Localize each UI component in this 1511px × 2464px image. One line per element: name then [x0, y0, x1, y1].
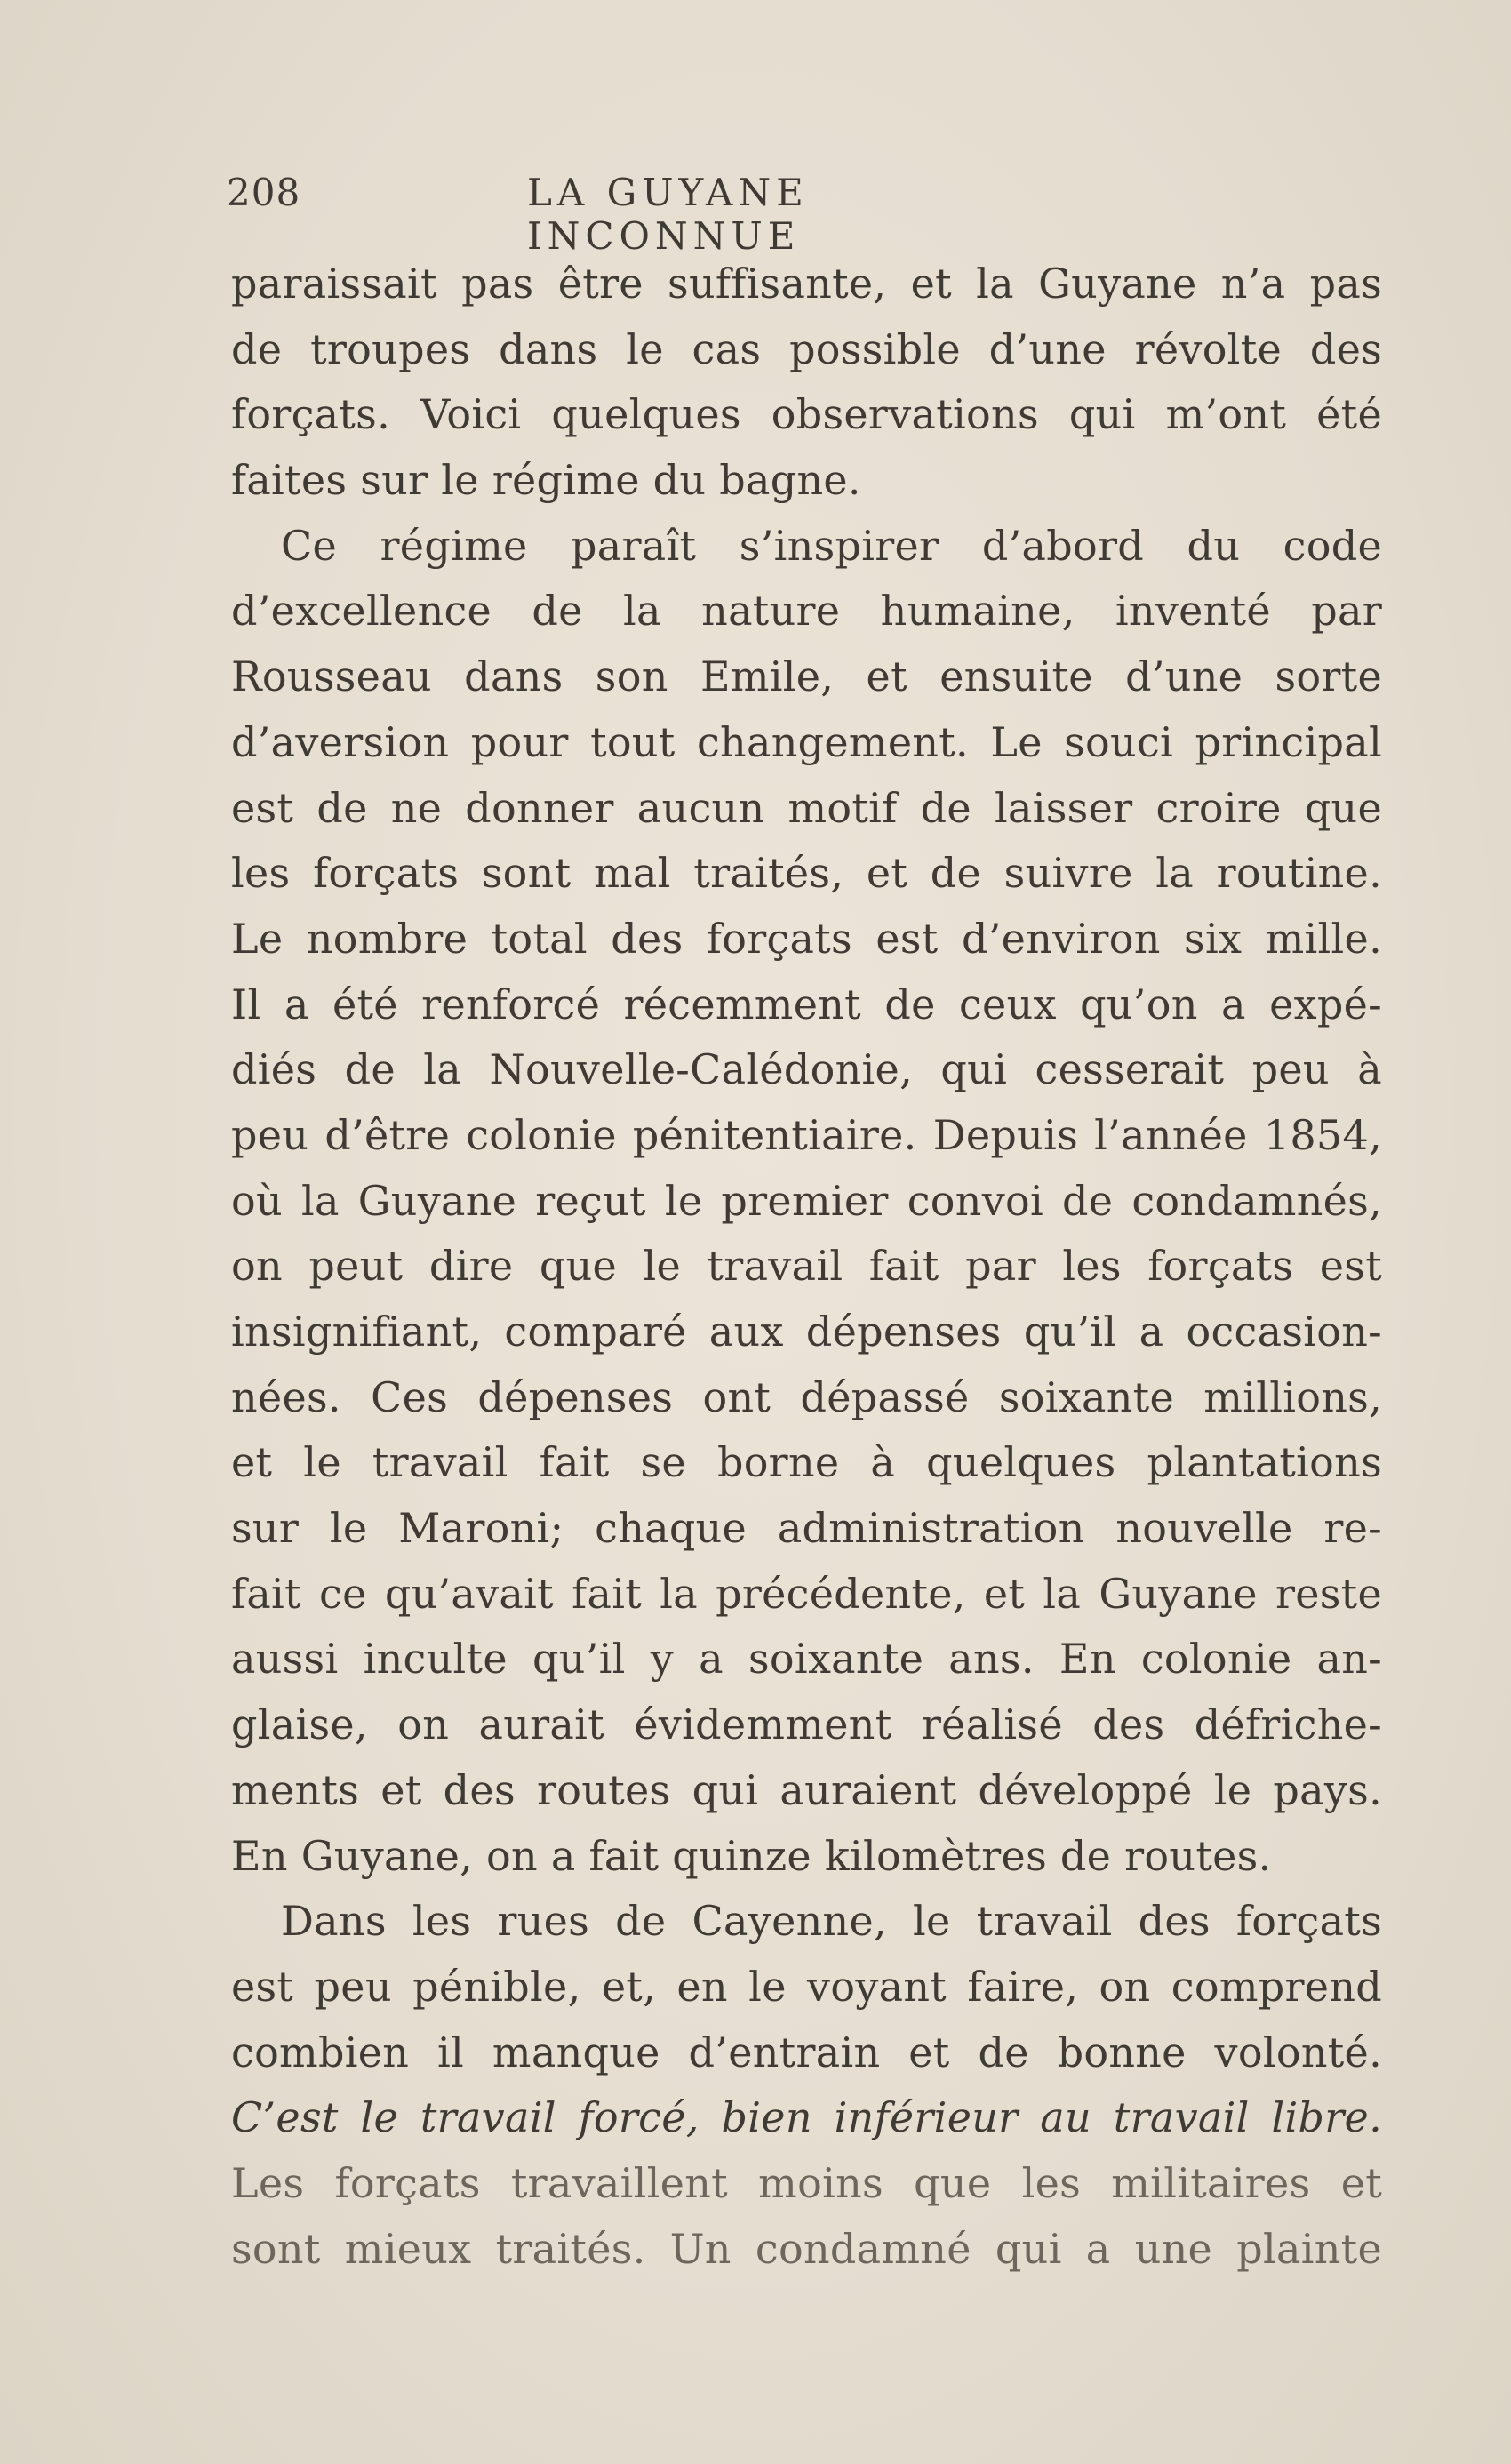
text-line: Rousseau dans son Emile, et ensuite d’une sorte: [231, 652, 1382, 701]
text-line: est peu pénible, et, en le voyant faire, on comprend: [231, 1962, 1382, 2011]
text-line: Le nombre total des forçats est d’environ six mille.: [231, 914, 1382, 963]
text-line: En Guyane, on a fait quinze kilomètres de routes.: [231, 1831, 1272, 1880]
text-line: nées. Ces dépenses ont dépassé soixante millions,: [231, 1372, 1382, 1421]
text-line: aussi inculte qu’il y a soixante ans. En colonie an-: [231, 1635, 1382, 1684]
text-line: on peut dire que le travail fait par les forçats est: [231, 1242, 1382, 1291]
text-line: peu d’être colonie pénitentiaire. Depuis l’année 1854,: [231, 1110, 1382, 1159]
text-line: insignifiant, comparé aux dépenses qu’il a occasion-: [231, 1308, 1382, 1356]
page-number: 208: [227, 171, 301, 214]
page-header: [227, 171, 1080, 258]
text-line: où la Guyane reçut le premier convoi de condamnés,: [231, 1176, 1382, 1225]
text-line: les forçats sont mal traités, et de suivre la routine.: [231, 849, 1382, 898]
text-line: glaise, on aurait évidemment réalisé des défriche-: [231, 1700, 1382, 1749]
text-line: Il a été renforcé récemment de ceux qu’on a expé-: [231, 980, 1382, 1028]
text-line: combien il manque d’entrain et de bonne volonté.: [231, 2028, 1382, 2076]
text-line: forçats. Voici quelques observations qui m’ont été: [231, 390, 1382, 439]
text-line: diés de la Nouvelle-Calédonie, qui cesserait peu à: [231, 1045, 1382, 1094]
text-line: Les forçats travaillent moins que les militaires et: [231, 2158, 1382, 2207]
text-line: d’aversion pour tout changement. Le souci principal: [231, 717, 1382, 766]
text-line: et le travail fait se borne à quelques plantations: [231, 1438, 1382, 1487]
text-line: ments et des routes qui auraient développé le pays.: [231, 1765, 1382, 1814]
text-line: d’excellence de la nature humaine, inventé par: [231, 587, 1382, 636]
text-line: paraissait pas être suffisante, et la Guyane n’a pas: [231, 260, 1382, 308]
text-line: sur le Maroni; chaque administration nouvelle re-: [231, 1504, 1382, 1553]
text-line-italic: C’est le travail forcé, bien inférieur au travail libre.: [231, 2093, 1382, 2142]
text-line: sont mieux traités. Un condamné qui a une plainte: [231, 2224, 1382, 2273]
text-line: est de ne donner aucun motif de laisser croire que: [231, 783, 1382, 832]
text-line: Ce régime paraît s’inspirer d’abord du code: [281, 521, 1382, 570]
text-line: fait ce qu’avait fait la précédente, et la Guyane reste: [231, 1569, 1382, 1618]
running-title: LA GUYANE INCONNUE: [527, 171, 809, 258]
text-line: faites sur le régime du bagne.: [231, 456, 861, 505]
text-line: Dans les rues de Cayenne, le travail des forçats: [281, 1897, 1382, 1946]
body-text: [231, 252, 1382, 2282]
text-line: de troupes dans le cas possible d’une révolte des: [231, 324, 1382, 373]
